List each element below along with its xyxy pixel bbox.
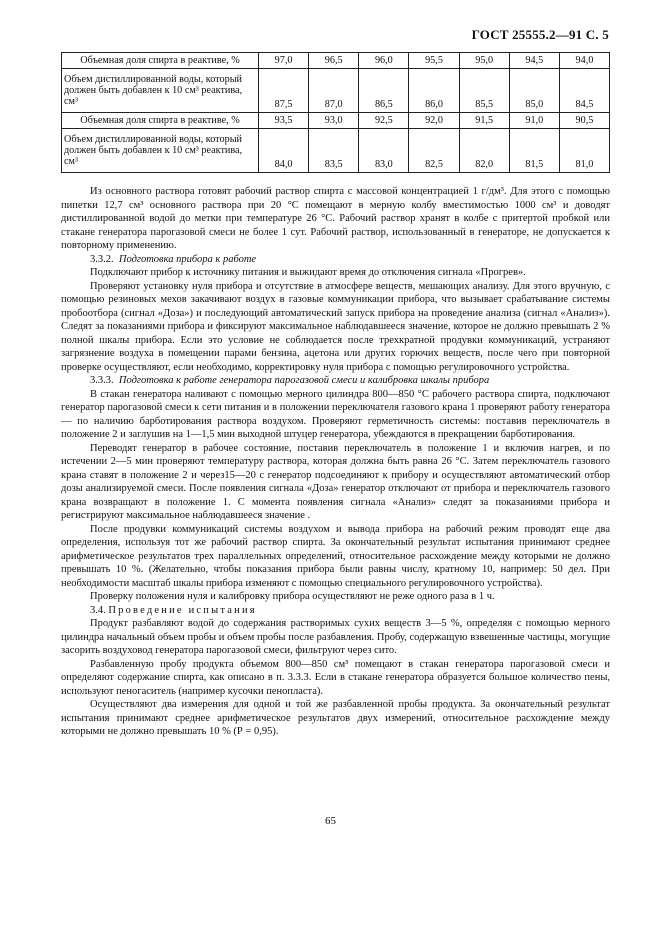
table-cell: 94,5 xyxy=(509,53,559,69)
table-cell: 95,5 xyxy=(409,53,459,69)
paragraph: Переводят генератор в рабочее состояние, поставив переключатель в положение 1 и включив нагрев, и по истечении 2—5 мин проверяют температуру раствора, которая должна быть равна 26 °С. Затем переключатель газового крана ставят в положение 2 и через15—20 с генератор подсоединяют к прибору и осуществляют автоматический отбор дозы анализируемой смеси. После появления сигнала «Доза» генератор отключают от прибора и переключатель газового крана возвращают в положение 1. С момента появления сигнала «Анализ» следят за показаниями прибора и регистрируют максимальное наблюдавшееся значение . xyxy=(61,442,610,521)
table-cell: 83,0 xyxy=(359,129,409,173)
paragraph: Из основного раствора готовят рабочий раствор спирта с массовой концентрацией 1 г/дм³. Для этого с помощью пипетки 12,7 см³ основного раствора при 20 °С помещают в мерную колбу вместимостью 1000 см³ и доводят дистиллированной водой до метки при температуре 26 °С. Рабочий раствор хранят в колбе с притертой пробкой или стакане генератора парогазовой смеси не более 1 сут. Рабочий раствор, использованный в генераторе, не допускается к повторному применению. xyxy=(61,186,610,251)
table-cell: 84,0 xyxy=(259,129,309,173)
section-heading-3-4 xyxy=(61,604,610,618)
table-cell: 93,0 xyxy=(309,113,359,129)
section-heading-3-3-2 xyxy=(61,253,610,267)
table-cell: 92,0 xyxy=(409,113,459,129)
table-cell: 85,5 xyxy=(459,69,509,113)
section-title: Подготовка прибора к работе xyxy=(118,253,257,265)
paragraph: В стакан генератора наливают с помощью мерного цилиндра 800—850 °С рабочего раствора спирта, подключают генератор парогазовой смеси к сети питания и в положении переключателя газового крана 1 проверяют работу генератора — по наличию барботирования раствора воздухом. Проверяют герметичность системы: поставив переключатель в положение 2 и заглушив на 1—1,5 мин выходной штуцер генератора, убеждаются в прекращении барботирования. xyxy=(61,388,610,440)
paragraph: Продукт разбавляют водой до содержания растворимых сухих веществ 3—5 %, определяя с помощью мерного цилиндра начальный объем пробы и объем пробы после разбавления. Пробу, содержащую взвешенные частицы, могущие засорить воздуховод генератора парогазовой смеси, фильтруют через сито. xyxy=(61,618,610,656)
table-cell: 81,0 xyxy=(559,129,609,173)
table-row-label: Объем дистиллированной воды, который должен быть добавлен к 10 см³ реактива, см³ xyxy=(62,69,259,113)
table-row-label: Объемная доля спирта в реактиве, % xyxy=(62,113,259,129)
paragraph: Подключают прибор к источнику питания и выжидают время до отключения сигнала «Прогрев». xyxy=(90,267,526,278)
table-cell: 85,0 xyxy=(509,69,559,113)
paragraph: Разбавленную пробу продукта объемом 800—850 см³ помещают в стакан генератора парогазовой смеси и определяют содержание спирта, как описано в п. 3.3.3. Если в стакане генератора образуется большое количество пены, используют пеногаситель (например кусочки пенопласта). xyxy=(61,658,610,697)
table-cell: 82,5 xyxy=(409,129,459,173)
page-header: ГОСТ 25555.2—91 С. 5 xyxy=(471,27,609,42)
paragraph: Проверяют установку нуля прибора и отсутствие в атмосфере веществ, мешающих анализу. Для этого вручную, с помощью резиновых мехов закачивают воздух в газовые коммуникации прибора, что вызывает срабатывание системы пробоотбора (сигнал «Доза») и последующий автоматический запуск прибора на проведение анализа (сигнал «Анализ»). Следят за показаниями прибора и фиксируют максимальное наблюдавшееся значение, которое не должно превышать 2 % полной шкалы прибора. Если это условие не соблюдается после трехкратной продувки коммуникаций, устраняют загрязнение воздуха в помещении парами бензина, ацетона или других горючих веществ, после чего при повторной проверке осуществляют, если необходимо, корректировку нуля прибора с помощью регулировочного устройства. xyxy=(61,280,610,373)
table-cell: 95,0 xyxy=(459,53,509,69)
table-cell: 97,0 xyxy=(259,53,309,69)
table-cell: 94,0 xyxy=(559,53,609,69)
paragraph: Осуществляют два измерения для одной и той же разбавленной пробы продукта. За окончательный результат испытания принимают среднее арифметическое результатов двух измерений, относительное расхождение между которыми не должно превышать 10 % (Р = 0,95). xyxy=(61,699,610,737)
table-cell: 96,0 xyxy=(359,53,409,69)
page-number: 65 xyxy=(325,815,336,827)
table-cell: 82,0 xyxy=(459,129,509,173)
table-cell: 81,5 xyxy=(509,129,559,173)
table-row-label: Объемная доля спирта в реактиве, % xyxy=(62,53,259,69)
section-number: 3.3.2. xyxy=(90,253,114,265)
table-cell: 86,5 xyxy=(359,69,409,113)
paragraph: Проверку положения нуля и калибровку прибора осуществляют не реже одного раза в 1 ч. xyxy=(90,591,495,602)
table-row-label: Объем дистиллированной воды, который должен быть добавлен к 10 см³ реактива, см³ xyxy=(62,129,259,173)
section-number: 3.3.3. xyxy=(90,375,114,386)
table-cell: 91,5 xyxy=(459,113,509,129)
section-title: Подготовка к работе генератора парогазовой смеси и калибровка шкалы прибора xyxy=(118,375,490,386)
table-cell: 91,0 xyxy=(509,113,559,129)
section-number: 3.4. xyxy=(90,604,106,616)
dilution-table xyxy=(61,52,610,173)
paragraph: После продувки коммуникаций системы воздухом и вывода прибора на рабочий режим проводят еще два определения, используя тот же рабочий раствор спирта. За окончательный результат испытания принимают среднее арифметическое результатов трех параллельных определений, относительное расхождение между которыми не должно превышать 10 %. (Желательно, чтобы показания прибора были равны числу, кратному 10, например: 50 дел. При необходимости масштаб шкалы прибора изменяют с помощью специального регулировочного устройства). xyxy=(61,523,610,589)
table-cell: 83,5 xyxy=(309,129,359,173)
table-row xyxy=(62,69,610,113)
table-cell: 92,5 xyxy=(359,113,409,129)
table-cell: 87,5 xyxy=(259,69,309,113)
table-cell: 93,5 xyxy=(259,113,309,129)
table-row xyxy=(62,53,610,69)
body-text xyxy=(61,185,610,739)
table-cell: 84,5 xyxy=(559,69,609,113)
table-cell: 90,5 xyxy=(559,113,609,129)
table-cell: 96,5 xyxy=(309,53,359,69)
table-cell: 87,0 xyxy=(309,69,359,113)
section-heading-3-3-3 xyxy=(61,374,610,388)
table-row xyxy=(62,113,610,129)
table-row xyxy=(62,129,610,173)
table-cell: 86,0 xyxy=(409,69,459,113)
section-title: Проведение испытания xyxy=(108,604,257,616)
